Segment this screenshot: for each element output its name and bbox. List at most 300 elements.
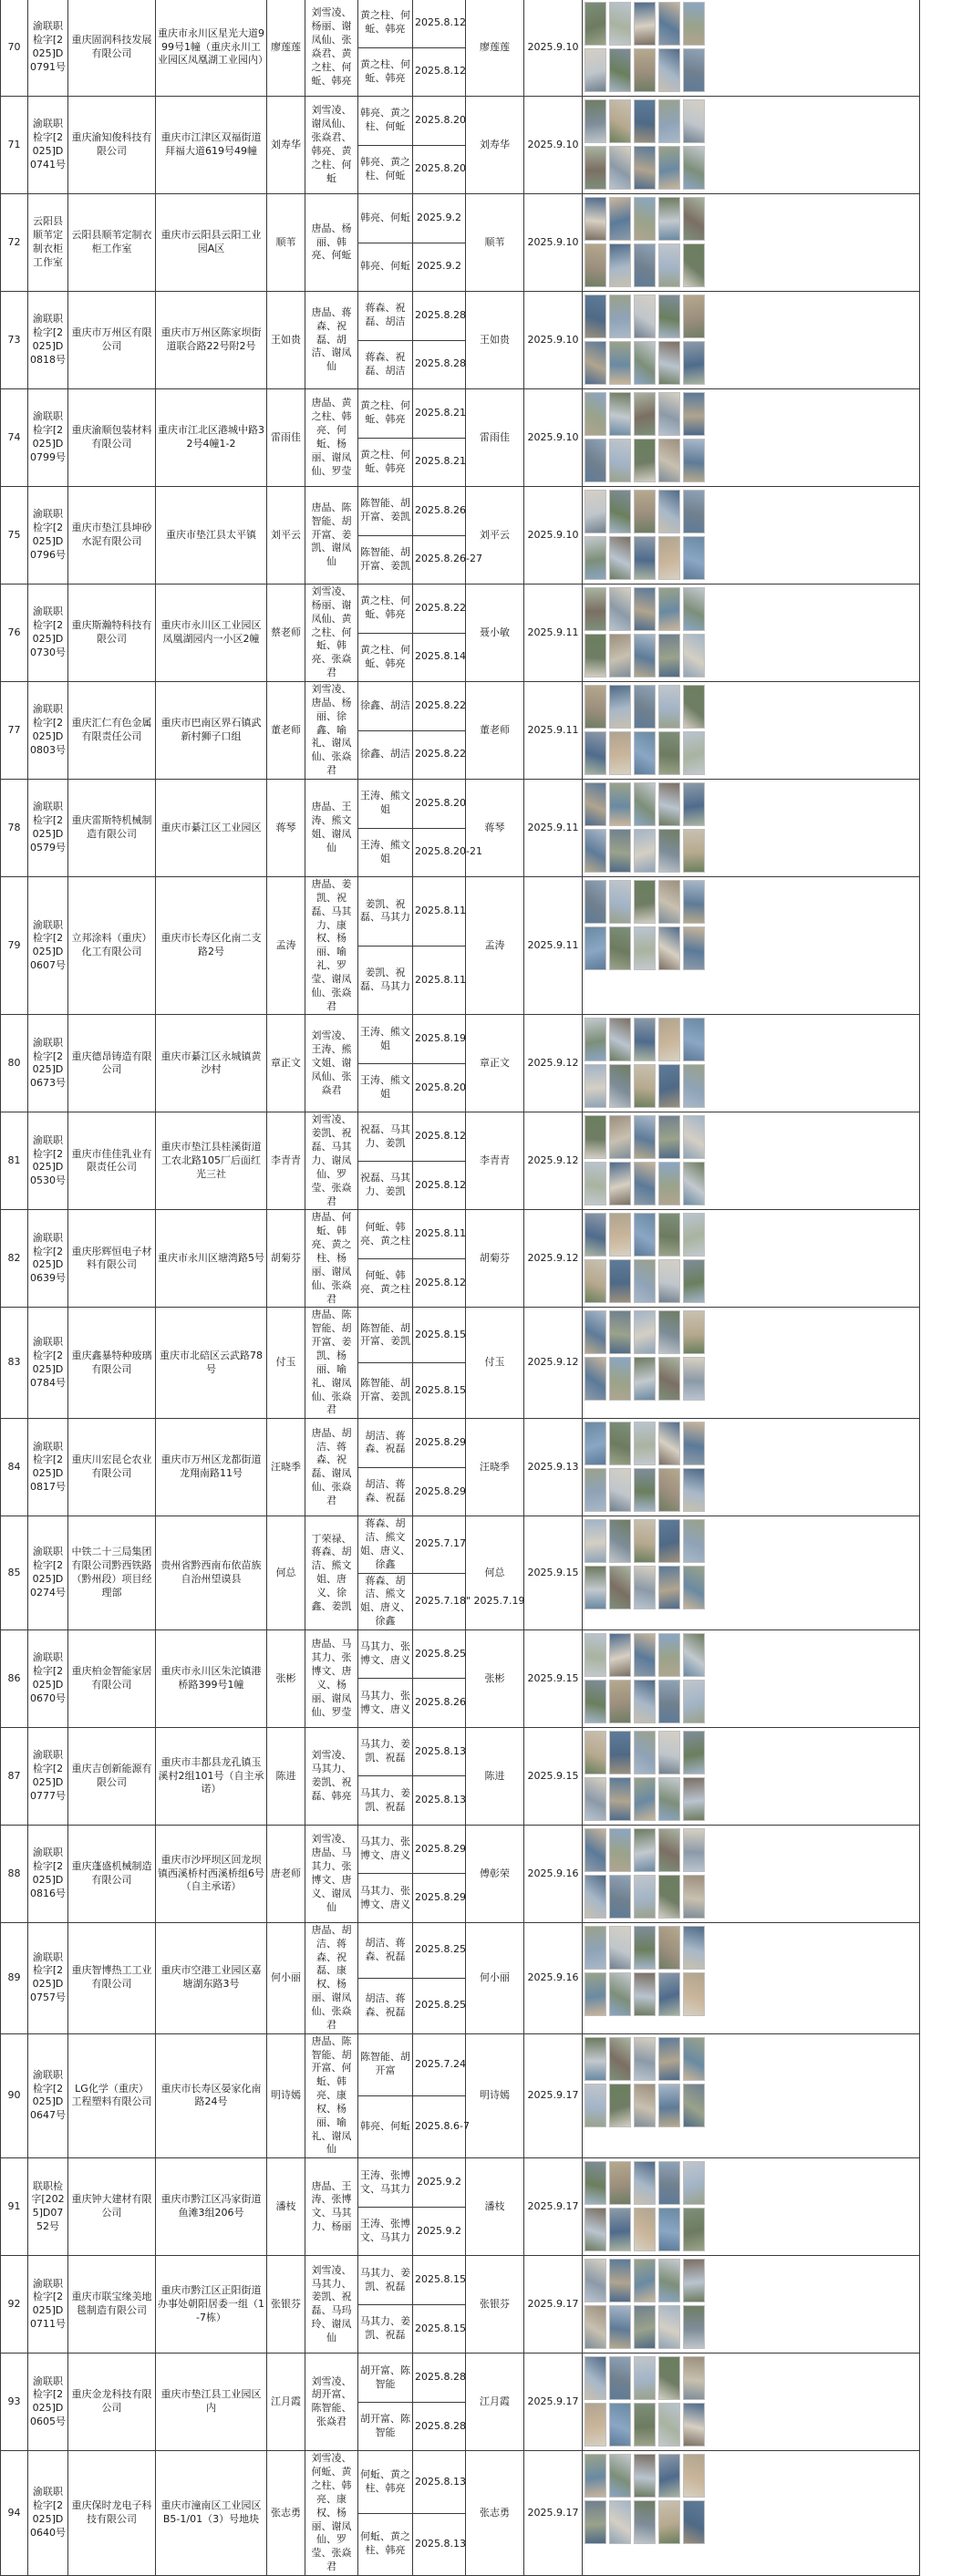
site-photo-thumbnail[interactable] bbox=[683, 634, 705, 678]
site-photo-thumbnail[interactable] bbox=[683, 1422, 705, 1465]
cell-signer[interactable]: 刘平云 bbox=[466, 487, 524, 585]
cell-sampling-date-2[interactable]: 2025.8.12 bbox=[413, 1258, 466, 1308]
cell-address[interactable]: 重庆市江北区港城中路32号4幢1-2 bbox=[156, 389, 267, 487]
cell-signer[interactable]: 陈进 bbox=[466, 1727, 524, 1825]
site-photo-thumbnail[interactable] bbox=[658, 1213, 680, 1257]
site-photo-thumbnail[interactable] bbox=[584, 536, 606, 580]
cell-report-date[interactable]: 2025.9.12 bbox=[524, 1015, 583, 1112]
site-photo-thumbnail[interactable] bbox=[634, 2161, 656, 2205]
cell-signer[interactable]: 刘寿华 bbox=[466, 97, 524, 194]
site-photo-thumbnail[interactable] bbox=[609, 2084, 631, 2127]
cell-address[interactable]: 重庆市长寿区晏家化南路24号 bbox=[156, 2033, 267, 2158]
cell-sampling-date-2[interactable]: 2025.8.12 bbox=[413, 47, 466, 97]
site-photo-thumbnail[interactable] bbox=[584, 782, 606, 826]
site-photo-thumbnail[interactable] bbox=[658, 731, 680, 775]
site-photo-thumbnail[interactable] bbox=[658, 490, 680, 533]
site-photo-thumbnail[interactable] bbox=[634, 1777, 656, 1821]
cell-sampling-staff-2[interactable]: 胡洁、蒋森、祝磊 bbox=[358, 1467, 413, 1516]
site-photo-thumbnail[interactable] bbox=[634, 926, 656, 970]
cell-number[interactable]: 82 bbox=[1, 1210, 28, 1308]
cell-report-date[interactable]: 2025.9.12 bbox=[524, 1112, 583, 1210]
cell-sampling-staff-2[interactable]: 蒋森、祝磊、胡洁 bbox=[358, 340, 413, 389]
cell-address[interactable]: 重庆市长寿区化南二支路2号 bbox=[156, 877, 267, 1015]
cell-testers[interactable]: 刘雪凌、杨丽、谢凤仙、张焱君、黄之柱、何蚯、韩亮 bbox=[305, 0, 358, 97]
site-photo-thumbnail[interactable] bbox=[609, 2259, 631, 2302]
cell-contact[interactable]: 明诗嫣 bbox=[267, 2033, 305, 2158]
cell-sampling-staff-2[interactable]: 胡洁、蒋森、祝磊 bbox=[358, 1978, 413, 2033]
site-photo-thumbnail[interactable] bbox=[658, 1731, 680, 1774]
cell-number[interactable]: 85 bbox=[1, 1516, 28, 1630]
cell-sampling-staff-1[interactable]: 韩亮、何蚯 bbox=[358, 194, 413, 243]
site-photo-thumbnail[interactable] bbox=[584, 1162, 606, 1205]
cell-sampling-date-1[interactable]: 2025.8.11 bbox=[413, 1210, 466, 1259]
site-photo-thumbnail[interactable] bbox=[634, 782, 656, 826]
cell-report-code[interactable]: 渝联职检字[2025]D0799号 bbox=[28, 389, 68, 487]
site-photo-thumbnail[interactable] bbox=[609, 243, 631, 287]
site-photo-thumbnail[interactable] bbox=[584, 1566, 606, 1609]
site-photo-thumbnail[interactable] bbox=[609, 1566, 631, 1609]
cell-address[interactable]: 贵州省黔西南布依苗族自治州望谟县 bbox=[156, 1516, 267, 1630]
cell-number[interactable]: 90 bbox=[1, 2033, 28, 2158]
cell-report-code[interactable]: 渝联职检字[2025]D0803号 bbox=[28, 682, 68, 780]
site-photo-thumbnail[interactable] bbox=[584, 587, 606, 631]
site-photo-thumbnail[interactable] bbox=[683, 1162, 705, 1205]
cell-report-date[interactable]: 2025.9.13 bbox=[524, 1419, 583, 1516]
site-photo-thumbnail[interactable] bbox=[683, 1566, 705, 1609]
cell-number[interactable]: 77 bbox=[1, 682, 28, 780]
site-photo-thumbnail[interactable] bbox=[609, 197, 631, 241]
cell-report-date[interactable]: 2025.9.10 bbox=[524, 292, 583, 389]
cell-company[interactable]: 重庆渝顺包装材料有限公司 bbox=[68, 389, 156, 487]
cell-report-date[interactable]: 2025.9.15 bbox=[524, 1516, 583, 1630]
site-photo-thumbnail[interactable] bbox=[609, 1259, 631, 1303]
cell-sampling-staff-1[interactable]: 何蚯、黄之柱、韩亮 bbox=[358, 2451, 413, 2513]
site-photo-thumbnail[interactable] bbox=[584, 1310, 606, 1354]
site-photo-thumbnail[interactable] bbox=[584, 2305, 606, 2349]
site-photo-thumbnail[interactable] bbox=[634, 439, 656, 482]
site-photo-thumbnail[interactable] bbox=[634, 1115, 656, 1159]
site-photo-thumbnail[interactable] bbox=[609, 1064, 631, 1108]
site-photo-thumbnail[interactable] bbox=[609, 490, 631, 533]
site-photo-thumbnail[interactable] bbox=[683, 880, 705, 924]
cell-number[interactable]: 94 bbox=[1, 2451, 28, 2576]
cell-contact[interactable]: 付玉 bbox=[267, 1308, 305, 1419]
site-photo-thumbnail[interactable] bbox=[609, 536, 631, 580]
site-photo-thumbnail[interactable] bbox=[683, 295, 705, 338]
cell-sampling-date-1[interactable]: 2025.8.28 bbox=[413, 2354, 466, 2403]
site-photo-thumbnail[interactable] bbox=[634, 1566, 656, 1609]
cell-testers[interactable]: 丁荣禄、蒋森、胡洁、熊文姐、唐义、徐鑫、姜凯 bbox=[305, 1516, 358, 1630]
cell-number[interactable]: 88 bbox=[1, 1825, 28, 1922]
site-photo-thumbnail[interactable] bbox=[683, 392, 705, 436]
site-photo-thumbnail[interactable] bbox=[658, 1828, 680, 1872]
cell-address[interactable]: 重庆市黔江区正阳街道办事处朝阳居委一组（1-7栋） bbox=[156, 2256, 267, 2354]
site-photo-thumbnail[interactable] bbox=[634, 1926, 656, 1970]
cell-sampling-date-1[interactable]: 2025.8.20 bbox=[413, 97, 466, 146]
cell-sampling-staff-1[interactable]: 王涛、张博文、马其力 bbox=[358, 2158, 413, 2208]
cell-signer[interactable]: 张志勇 bbox=[466, 2451, 524, 2576]
site-photo-thumbnail[interactable] bbox=[584, 2084, 606, 2127]
cell-report-date[interactable]: 2025.9.10 bbox=[524, 97, 583, 194]
site-photo-thumbnail[interactable] bbox=[658, 782, 680, 826]
cell-sampling-date-2[interactable]: 2025.8.15 bbox=[413, 1363, 466, 1419]
site-photo-thumbnail[interactable] bbox=[634, 99, 656, 143]
site-photo-thumbnail[interactable] bbox=[584, 1468, 606, 1512]
cell-signer[interactable]: 潘枝 bbox=[466, 2158, 524, 2256]
site-photo-thumbnail[interactable] bbox=[658, 1115, 680, 1159]
cell-testers[interactable]: 唐晶、陈智能、胡开富、姜凯、杨丽、喻礼、谢凤仙、张焱君 bbox=[305, 1308, 358, 1419]
cell-sampling-date-2[interactable]: 2025.9.2 bbox=[413, 243, 466, 292]
cell-company[interactable]: 云阳县顺苇定制衣柜工作室 bbox=[68, 194, 156, 292]
site-photo-thumbnail[interactable] bbox=[658, 2084, 680, 2127]
cell-signer[interactable]: 汪晓季 bbox=[466, 1419, 524, 1516]
site-photo-thumbnail[interactable] bbox=[683, 439, 705, 482]
site-photo-thumbnail[interactable] bbox=[584, 1731, 606, 1774]
cell-report-date[interactable]: 2025.9.17 bbox=[524, 2354, 583, 2451]
site-photo-thumbnail[interactable] bbox=[609, 2305, 631, 2349]
site-photo-thumbnail[interactable] bbox=[609, 880, 631, 924]
cell-testers[interactable]: 唐晶、杨丽、韩亮、何蚯 bbox=[305, 194, 358, 292]
cell-number[interactable]: 79 bbox=[1, 877, 28, 1015]
site-photo-thumbnail[interactable] bbox=[683, 1468, 705, 1512]
cell-sampling-staff-2[interactable]: 马其力、姜凯、祝磊 bbox=[358, 1776, 413, 1826]
site-photo-thumbnail[interactable] bbox=[609, 1162, 631, 1205]
cell-sampling-date-2[interactable]: 2025.8.20 bbox=[413, 145, 466, 194]
site-photo-thumbnail[interactable] bbox=[584, 99, 606, 143]
site-photo-thumbnail[interactable] bbox=[634, 1259, 656, 1303]
cell-address[interactable]: 重庆市永川区星光大道999号1幢（重庆永川工业园区凤凰湖工业园内） bbox=[156, 0, 267, 97]
cell-report-code[interactable]: 渝联职检字[2025]D0639号 bbox=[28, 1210, 68, 1308]
cell-report-code[interactable]: 渝联职检字[2025]D0640号 bbox=[28, 2451, 68, 2576]
cell-contact[interactable]: 雷雨佳 bbox=[267, 389, 305, 487]
cell-signer[interactable]: 何小丽 bbox=[466, 1922, 524, 2033]
cell-report-date[interactable]: 2025.9.10 bbox=[524, 389, 583, 487]
cell-sampling-staff-1[interactable]: 王涛、熊文姐 bbox=[358, 1015, 413, 1064]
site-photo-thumbnail[interactable] bbox=[658, 2305, 680, 2349]
site-photo-thumbnail[interactable] bbox=[634, 243, 656, 287]
cell-sampling-date-1[interactable]: 2025.8.13 bbox=[413, 2451, 466, 2513]
site-photo-thumbnail[interactable] bbox=[584, 1972, 606, 2016]
cell-sampling-date-1[interactable]: 2025.8.26 bbox=[413, 487, 466, 536]
site-photo-thumbnail[interactable] bbox=[584, 2403, 606, 2447]
site-photo-thumbnail[interactable] bbox=[634, 1875, 656, 1919]
cell-testers[interactable]: 唐晶、陈智能、胡开富、何蚯、韩亮、康权、杨丽、喻礼、谢凤仙 bbox=[305, 2033, 358, 2158]
cell-report-date[interactable]: 2025.9.17 bbox=[524, 2256, 583, 2354]
cell-sampling-date-1[interactable]: 2025.8.21 bbox=[413, 389, 466, 439]
cell-report-code[interactable]: 渝联职检字[2025]D0673号 bbox=[28, 1015, 68, 1112]
cell-signer[interactable]: 江月霞 bbox=[466, 2354, 524, 2451]
cell-sampling-date-1[interactable]: 2025.9.2 bbox=[413, 2158, 466, 2208]
cell-sampling-staff-1[interactable]: 黄之柱、何蚯、韩亮 bbox=[358, 585, 413, 634]
cell-number[interactable]: 78 bbox=[1, 780, 28, 877]
site-photo-thumbnail[interactable] bbox=[609, 1357, 631, 1401]
cell-testers[interactable]: 唐晶、胡洁、蒋森、祝磊、康权、杨丽、谢凤仙、张焱君 bbox=[305, 1922, 358, 2033]
site-photo-thumbnail[interactable] bbox=[584, 490, 606, 533]
cell-report-date[interactable]: 2025.9.11 bbox=[524, 780, 583, 877]
site-photo-thumbnail[interactable] bbox=[609, 48, 631, 92]
cell-sampling-staff-2[interactable]: 马其力、张博文、唐义 bbox=[358, 1874, 413, 1923]
cell-testers[interactable]: 唐晶、王涛、熊文姐、谢凤仙 bbox=[305, 780, 358, 877]
site-photo-thumbnail[interactable] bbox=[658, 1018, 680, 1061]
site-photo-thumbnail[interactable] bbox=[634, 2305, 656, 2349]
cell-contact[interactable]: 廖莲莲 bbox=[267, 0, 305, 97]
cell-sampling-date-1[interactable]: 2025.8.25 bbox=[413, 1629, 466, 1679]
cell-company[interactable]: 重庆智博热工工业有限公司 bbox=[68, 1922, 156, 2033]
site-photo-thumbnail[interactable] bbox=[683, 2084, 705, 2127]
site-photo-thumbnail[interactable] bbox=[584, 926, 606, 970]
cell-report-date[interactable]: 2025.9.17 bbox=[524, 2158, 583, 2256]
cell-address[interactable]: 重庆市丰都县龙孔镇玉溪村2组101号（自主承诺） bbox=[156, 1727, 267, 1825]
site-photo-thumbnail[interactable] bbox=[634, 1519, 656, 1563]
cell-sampling-staff-1[interactable]: 韩亮、黄之柱、何蚯 bbox=[358, 97, 413, 146]
site-photo-thumbnail[interactable] bbox=[609, 2037, 631, 2081]
site-photo-thumbnail[interactable] bbox=[609, 634, 631, 678]
cell-contact[interactable]: 蔡老师 bbox=[267, 585, 305, 682]
site-photo-thumbnail[interactable] bbox=[658, 2454, 680, 2498]
site-photo-thumbnail[interactable] bbox=[683, 782, 705, 826]
cell-address[interactable]: 重庆市永川区塘湾路5号 bbox=[156, 1210, 267, 1308]
cell-company[interactable]: 重庆金龙科技有限公司 bbox=[68, 2354, 156, 2451]
cell-company[interactable]: 重庆保时龙电子科技有限公司 bbox=[68, 2451, 156, 2576]
cell-sampling-staff-2[interactable]: 黄之柱、何蚯、韩亮 bbox=[358, 438, 413, 487]
site-photo-thumbnail[interactable] bbox=[634, 2403, 656, 2447]
cell-report-code[interactable]: 渝联职检字[2025]D0816号 bbox=[28, 1825, 68, 1922]
site-photo-thumbnail[interactable] bbox=[634, 1310, 656, 1354]
cell-sampling-date-1[interactable]: 2025.9.2 bbox=[413, 194, 466, 243]
cell-sampling-staff-2[interactable]: 韩亮、黄之柱、何蚯 bbox=[358, 145, 413, 194]
cell-sampling-staff-2[interactable]: 陈智能、胡开富、姜凯 bbox=[358, 1363, 413, 1419]
site-photo-thumbnail[interactable] bbox=[634, 490, 656, 533]
cell-sampling-date-1[interactable]: 2025.7.17 bbox=[413, 1516, 466, 1573]
cell-sampling-date-1[interactable]: 2025.8.22 bbox=[413, 585, 466, 634]
site-photo-thumbnail[interactable] bbox=[683, 1115, 705, 1159]
cell-signer[interactable]: 张彬 bbox=[466, 1629, 524, 1727]
cell-sampling-staff-2[interactable]: 韩亮、何蚯 bbox=[358, 243, 413, 292]
site-photo-thumbnail[interactable] bbox=[658, 2259, 680, 2302]
site-photo-thumbnail[interactable] bbox=[609, 2, 631, 46]
site-photo-thumbnail[interactable] bbox=[658, 295, 680, 338]
cell-sampling-staff-1[interactable]: 胡开富、陈智能 bbox=[358, 2354, 413, 2403]
site-photo-thumbnail[interactable] bbox=[634, 2356, 656, 2400]
cell-sampling-staff-2[interactable]: 陈智能、胡开富、姜凯 bbox=[358, 535, 413, 585]
site-photo-thumbnail[interactable] bbox=[634, 2, 656, 46]
site-photo-thumbnail[interactable] bbox=[584, 2356, 606, 2400]
site-photo-thumbnail[interactable] bbox=[683, 1018, 705, 1061]
site-photo-thumbnail[interactable] bbox=[658, 439, 680, 482]
cell-company[interactable]: 重庆渝知俊科技有限公司 bbox=[68, 97, 156, 194]
cell-sampling-staff-1[interactable]: 徐鑫、胡洁 bbox=[358, 682, 413, 731]
site-photo-thumbnail[interactable] bbox=[658, 2208, 680, 2251]
cell-report-date[interactable]: 2025.9.17 bbox=[524, 2033, 583, 2158]
site-photo-thumbnail[interactable] bbox=[609, 1926, 631, 1970]
site-photo-thumbnail[interactable] bbox=[584, 1875, 606, 1919]
cell-company[interactable]: 重庆斯瀚特科技有限公司 bbox=[68, 585, 156, 682]
cell-address[interactable]: 重庆市垫江县太平镇 bbox=[156, 487, 267, 585]
cell-report-date[interactable]: 2025.9.12 bbox=[524, 1210, 583, 1308]
site-photo-thumbnail[interactable] bbox=[609, 341, 631, 385]
site-photo-thumbnail[interactable] bbox=[584, 2259, 606, 2302]
site-photo-thumbnail[interactable] bbox=[658, 48, 680, 92]
cell-report-code[interactable]: 联职检字[2025]D0752号 bbox=[28, 2158, 68, 2256]
site-photo-thumbnail[interactable] bbox=[658, 2161, 680, 2205]
cell-signer[interactable]: 李青青 bbox=[466, 1112, 524, 1210]
cell-report-code[interactable]: 渝联职检字[2025]D0711号 bbox=[28, 2256, 68, 2354]
cell-testers[interactable]: 刘雪凌、王涛、熊文姐、谢凤仙、张焱君 bbox=[305, 1015, 358, 1112]
site-photo-thumbnail[interactable] bbox=[634, 2208, 656, 2251]
cell-signer[interactable]: 顺苇 bbox=[466, 194, 524, 292]
site-photo-thumbnail[interactable] bbox=[683, 1875, 705, 1919]
cell-address[interactable]: 重庆市黔江区冯家街道鱼滩3组206号 bbox=[156, 2158, 267, 2256]
cell-testers[interactable]: 唐晶、马其力、张博文、唐义、杨丽、谢凤仙、罗莹 bbox=[305, 1629, 358, 1727]
cell-sampling-staff-2[interactable]: 何蚯、黄之柱、韩亮 bbox=[358, 2513, 413, 2575]
site-photo-thumbnail[interactable] bbox=[609, 2356, 631, 2400]
site-photo-thumbnail[interactable] bbox=[584, 1259, 606, 1303]
site-photo-thumbnail[interactable] bbox=[609, 1422, 631, 1465]
cell-signer[interactable]: 傅彰荣 bbox=[466, 1825, 524, 1922]
site-photo-thumbnail[interactable] bbox=[609, 1731, 631, 1774]
cell-sampling-date-2[interactable]: 2025.8.25 bbox=[413, 1978, 466, 2033]
cell-contact[interactable]: 潘枝 bbox=[267, 2158, 305, 2256]
cell-sampling-staff-1[interactable]: 黄之柱、何蚯、韩亮 bbox=[358, 389, 413, 439]
cell-sampling-date-1[interactable]: 2025.8.25 bbox=[413, 1922, 466, 1978]
cell-sampling-staff-2[interactable]: 马其力、姜凯、祝磊 bbox=[358, 2304, 413, 2354]
cell-report-date[interactable]: 2025.9.16 bbox=[524, 1825, 583, 1922]
site-photo-thumbnail[interactable] bbox=[634, 48, 656, 92]
site-photo-thumbnail[interactable] bbox=[658, 880, 680, 924]
cell-contact[interactable]: 张银芬 bbox=[267, 2256, 305, 2354]
site-photo-thumbnail[interactable] bbox=[609, 1519, 631, 1563]
site-photo-thumbnail[interactable] bbox=[658, 1357, 680, 1401]
cell-sampling-staff-1[interactable]: 马其力、姜凯、祝磊 bbox=[358, 1727, 413, 1776]
site-photo-thumbnail[interactable] bbox=[609, 146, 631, 190]
cell-sampling-date-2[interactable]: 2025.8.22 bbox=[413, 730, 466, 780]
cell-address[interactable]: 重庆市万州区陈家坝街道联合路22号附2号 bbox=[156, 292, 267, 389]
cell-sampling-staff-2[interactable]: 韩亮、何蚯 bbox=[358, 2095, 413, 2157]
cell-number[interactable]: 84 bbox=[1, 1419, 28, 1516]
cell-company[interactable]: 重庆市垫江县坤砂水泥有限公司 bbox=[68, 487, 156, 585]
cell-number[interactable]: 81 bbox=[1, 1112, 28, 1210]
site-photo-thumbnail[interactable] bbox=[658, 536, 680, 580]
cell-report-code[interactable]: 渝联职检字[2025]D0757号 bbox=[28, 1922, 68, 2033]
site-photo-thumbnail[interactable] bbox=[683, 48, 705, 92]
site-photo-thumbnail[interactable] bbox=[634, 1680, 656, 1723]
site-photo-thumbnail[interactable] bbox=[584, 2500, 606, 2544]
site-photo-thumbnail[interactable] bbox=[609, 2500, 631, 2544]
site-photo-thumbnail[interactable] bbox=[609, 731, 631, 775]
cell-report-date[interactable]: 2025.9.15 bbox=[524, 1629, 583, 1727]
cell-report-code[interactable]: 渝联职检字[2025]D0730号 bbox=[28, 585, 68, 682]
site-photo-thumbnail[interactable] bbox=[683, 2, 705, 46]
cell-address[interactable]: 重庆市北碚区云武路78号 bbox=[156, 1308, 267, 1419]
site-photo-thumbnail[interactable] bbox=[609, 829, 631, 873]
cell-testers[interactable]: 刘雪凌、唐晶、马其力、张博文、唐义、谢凤仙 bbox=[305, 1825, 358, 1922]
site-photo-thumbnail[interactable] bbox=[658, 2, 680, 46]
cell-number[interactable]: 83 bbox=[1, 1308, 28, 1419]
cell-contact[interactable]: 刘平云 bbox=[267, 487, 305, 585]
cell-sampling-date-2[interactable]: 2025.8.14 bbox=[413, 633, 466, 682]
site-photo-thumbnail[interactable] bbox=[683, 1777, 705, 1821]
site-photo-thumbnail[interactable] bbox=[634, 1828, 656, 1872]
site-photo-thumbnail[interactable] bbox=[683, 197, 705, 241]
site-photo-thumbnail[interactable] bbox=[609, 926, 631, 970]
cell-signer[interactable]: 廖莲莲 bbox=[466, 0, 524, 97]
cell-sampling-date-2[interactable]: 2025.8.29 bbox=[413, 1467, 466, 1516]
cell-signer[interactable]: 明诗嫣 bbox=[466, 2033, 524, 2158]
site-photo-thumbnail[interactable] bbox=[683, 1259, 705, 1303]
site-photo-thumbnail[interactable] bbox=[658, 2356, 680, 2400]
cell-signer[interactable]: 蒋琴 bbox=[466, 780, 524, 877]
site-photo-thumbnail[interactable] bbox=[634, 1468, 656, 1512]
cell-contact[interactable]: 蒋琴 bbox=[267, 780, 305, 877]
cell-signer[interactable]: 胡菊芬 bbox=[466, 1210, 524, 1308]
site-photo-thumbnail[interactable] bbox=[609, 1213, 631, 1257]
site-photo-thumbnail[interactable] bbox=[609, 1468, 631, 1512]
cell-sampling-date-1[interactable]: 2025.8.15 bbox=[413, 2256, 466, 2305]
site-photo-thumbnail[interactable] bbox=[658, 341, 680, 385]
cell-testers[interactable]: 刘雪凌、唐晶、杨丽、徐鑫、喻礼、谢凤仙、张焱君 bbox=[305, 682, 358, 780]
cell-sampling-staff-1[interactable]: 陈智能、胡开富、姜凯 bbox=[358, 1308, 413, 1363]
cell-report-code[interactable]: 渝联职检字[2025]D0647号 bbox=[28, 2033, 68, 2158]
cell-address[interactable]: 重庆市綦江区永城镇黄沙村 bbox=[156, 1015, 267, 1112]
site-photo-thumbnail[interactable] bbox=[584, 634, 606, 678]
cell-sampling-date-2[interactable]: 2025.8.28 bbox=[413, 340, 466, 389]
site-photo-thumbnail[interactable] bbox=[584, 392, 606, 436]
site-photo-thumbnail[interactable] bbox=[584, 880, 606, 924]
site-photo-thumbnail[interactable] bbox=[683, 731, 705, 775]
cell-address[interactable]: 重庆市垫江县桂溪街道工农北路105厂后面红光三社 bbox=[156, 1112, 267, 1210]
site-photo-thumbnail[interactable] bbox=[584, 2208, 606, 2251]
site-photo-thumbnail[interactable] bbox=[609, 295, 631, 338]
site-photo-thumbnail[interactable] bbox=[683, 243, 705, 287]
cell-sampling-date-2[interactable]: 2025.8.26-27 bbox=[413, 535, 466, 585]
cell-report-code[interactable]: 渝联职检字[2025]D0817号 bbox=[28, 1419, 68, 1516]
site-photo-thumbnail[interactable] bbox=[609, 2403, 631, 2447]
cell-sampling-staff-1[interactable]: 蒋森、祝磊、胡洁 bbox=[358, 292, 413, 341]
cell-signer[interactable]: 孟涛 bbox=[466, 877, 524, 1015]
site-photo-thumbnail[interactable] bbox=[609, 392, 631, 436]
cell-address[interactable]: 重庆市潼南区工业园区B5-1/01（3）号地块 bbox=[156, 2451, 267, 2576]
site-photo-thumbnail[interactable] bbox=[609, 1018, 631, 1061]
site-photo-thumbnail[interactable] bbox=[634, 829, 656, 873]
site-photo-thumbnail[interactable] bbox=[634, 2084, 656, 2127]
site-photo-thumbnail[interactable] bbox=[683, 1731, 705, 1774]
cell-report-date[interactable]: 2025.9.10 bbox=[524, 487, 583, 585]
site-photo-thumbnail[interactable] bbox=[683, 536, 705, 580]
site-photo-thumbnail[interactable] bbox=[634, 146, 656, 190]
site-photo-thumbnail[interactable] bbox=[584, 48, 606, 92]
site-photo-thumbnail[interactable] bbox=[609, 782, 631, 826]
site-photo-thumbnail[interactable] bbox=[634, 1213, 656, 1257]
site-photo-thumbnail[interactable] bbox=[584, 2161, 606, 2205]
cell-signer[interactable]: 章正文 bbox=[466, 1015, 524, 1112]
site-photo-thumbnail[interactable] bbox=[634, 295, 656, 338]
cell-testers[interactable]: 刘雪凌、马其力、姜凯、祝磊、韩亮 bbox=[305, 1727, 358, 1825]
site-photo-thumbnail[interactable] bbox=[658, 2037, 680, 2081]
site-photo-thumbnail[interactable] bbox=[584, 2454, 606, 2498]
site-photo-thumbnail[interactable] bbox=[634, 1162, 656, 1205]
cell-sampling-staff-2[interactable]: 蒋森、胡洁、熊文姐、唐义、徐鑫 bbox=[358, 1573, 413, 1629]
site-photo-thumbnail[interactable] bbox=[609, 587, 631, 631]
site-photo-thumbnail[interactable] bbox=[683, 1680, 705, 1723]
site-photo-thumbnail[interactable] bbox=[584, 829, 606, 873]
site-photo-thumbnail[interactable] bbox=[683, 1310, 705, 1354]
site-photo-thumbnail[interactable] bbox=[658, 197, 680, 241]
cell-report-code[interactable]: 渝联职检字[2025]D0741号 bbox=[28, 97, 68, 194]
site-photo-thumbnail[interactable] bbox=[584, 439, 606, 482]
cell-contact[interactable]: 胡菊芬 bbox=[267, 1210, 305, 1308]
site-photo-thumbnail[interactable] bbox=[683, 2037, 705, 2081]
site-photo-thumbnail[interactable] bbox=[658, 2403, 680, 2447]
